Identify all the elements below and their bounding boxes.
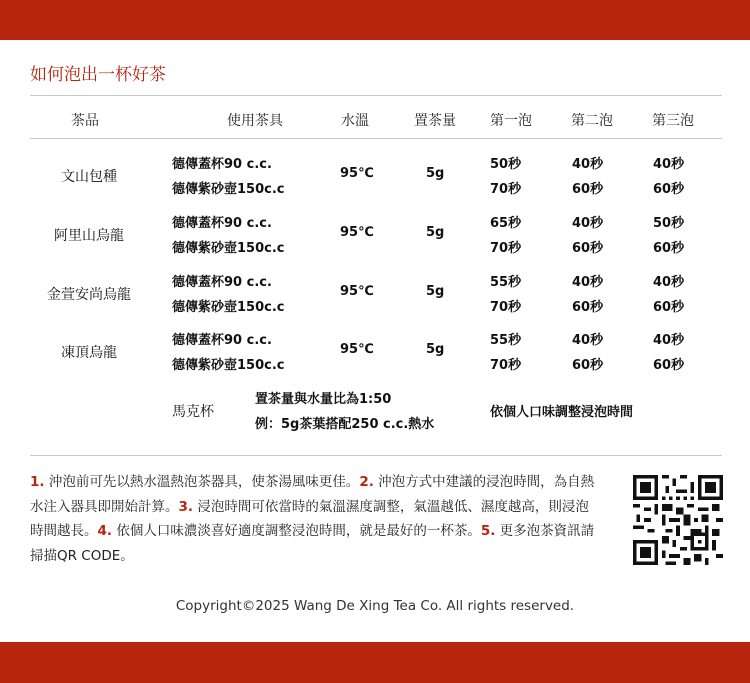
brew3-gaiwan: 40秒 bbox=[653, 157, 685, 172]
header-tea: 茶品 bbox=[71, 113, 99, 129]
header-bottom-rule bbox=[30, 138, 722, 139]
note-text: 浸泡時間可依當時的氣溫濕度調整，氣溫越低、濕度越高，則浸泡時間越長。 bbox=[30, 498, 589, 539]
brew2-teapot: 60秒 bbox=[572, 241, 604, 256]
brew1-teapot: 70秒 bbox=[490, 241, 522, 256]
brew3-gaiwan: 50秒 bbox=[653, 216, 685, 231]
table-top-rule bbox=[30, 95, 722, 96]
teaware-teapot: 德傳紫砂壺150c.c bbox=[172, 358, 285, 373]
note-text: 依個人口味濃淡喜好適度調整浸泡時間，就是最好的一杯茶。 bbox=[116, 523, 481, 539]
tea-name: 文山包種 bbox=[61, 169, 117, 185]
header-brew2: 第二泡 bbox=[571, 113, 613, 129]
brew2-teapot: 60秒 bbox=[572, 182, 604, 197]
teaware-gaiwan: 德傳蓋杯90 c.c. bbox=[172, 275, 272, 290]
teaware-gaiwan: 德傳蓋杯90 c.c. bbox=[172, 216, 272, 231]
brew3-teapot: 60秒 bbox=[653, 300, 685, 315]
header-temp: 水溫 bbox=[341, 113, 369, 129]
note-text: 沖泡前可先以熱水溫熱泡茶器具，使茶湯風味更佳。 bbox=[48, 474, 360, 490]
tea-amount: 5g bbox=[426, 284, 445, 299]
copyright: Copyright©2025 Wang De Xing Tea Co. All rights reserved. bbox=[175, 598, 575, 614]
qr-code[interactable] bbox=[633, 475, 723, 565]
tea-name: 凍頂烏龍 bbox=[61, 345, 117, 361]
table-bottom-rule bbox=[30, 455, 722, 456]
tea-name: 金萱安尚烏龍 bbox=[47, 287, 131, 303]
water-temp: 95℃ bbox=[340, 225, 374, 240]
note-text: 沖泡方式中建議的浸泡時間，為自熱水注入器具即開始計算。 bbox=[30, 474, 595, 515]
mug-ratio: 置茶量與水量比為1:50 bbox=[255, 392, 392, 407]
brewing-notes bbox=[30, 470, 600, 568]
brew3-gaiwan: 40秒 bbox=[653, 333, 685, 348]
mug-steep-note: 依個人口味調整浸泡時間 bbox=[490, 405, 634, 420]
teaware-teapot: 德傳紫砂壺150c.c bbox=[172, 300, 285, 315]
brew1-gaiwan: 55秒 bbox=[490, 275, 522, 290]
water-temp: 95℃ bbox=[340, 284, 374, 299]
header-ware: 使用茶具 bbox=[227, 113, 283, 129]
note-number: 2. bbox=[359, 474, 374, 490]
brew2-teapot: 60秒 bbox=[572, 358, 604, 373]
brew1-gaiwan: 65秒 bbox=[490, 216, 522, 231]
note-number: 4. bbox=[97, 523, 113, 539]
teaware-teapot: 德傳紫砂壺150c.c bbox=[172, 182, 285, 197]
teaware-gaiwan: 德傳蓋杯90 c.c. bbox=[172, 333, 272, 348]
tea-name: 阿里山烏龍 bbox=[54, 228, 124, 244]
brew3-teapot: 60秒 bbox=[653, 182, 685, 197]
brew2-gaiwan: 40秒 bbox=[572, 157, 604, 172]
brew2-teapot: 60秒 bbox=[572, 300, 604, 315]
tea-amount: 5g bbox=[426, 342, 445, 357]
note-text: 更多泡茶資訊請掃描QR CODE。 bbox=[30, 523, 595, 564]
brew1-teapot: 70秒 bbox=[490, 358, 522, 373]
mug-example: 例：5g茶葉搭配250 c.c.熱水 bbox=[255, 417, 435, 432]
tea-amount: 5g bbox=[426, 225, 445, 240]
brew1-gaiwan: 50秒 bbox=[490, 157, 522, 172]
teaware-teapot: 德傳紫砂壺150c.c bbox=[172, 241, 285, 256]
header-brew1: 第一泡 bbox=[490, 113, 532, 129]
brew1-gaiwan: 55秒 bbox=[490, 333, 522, 348]
brew3-teapot: 60秒 bbox=[653, 358, 685, 373]
note-number: 3. bbox=[178, 498, 194, 515]
header-amount: 置茶量 bbox=[414, 113, 456, 129]
brew1-teapot: 70秒 bbox=[490, 182, 522, 197]
brew2-gaiwan: 40秒 bbox=[572, 275, 604, 290]
teaware-gaiwan: 德傳蓋杯90 c.c. bbox=[172, 157, 272, 172]
water-temp: 95℃ bbox=[340, 342, 374, 357]
tea-amount: 5g bbox=[426, 166, 445, 181]
note-number: 5. bbox=[480, 523, 496, 539]
header-brew3: 第三泡 bbox=[652, 113, 694, 129]
page-title: 如何泡出一杯好茶 bbox=[30, 65, 166, 85]
brew1-teapot: 70秒 bbox=[490, 300, 522, 315]
brew2-gaiwan: 40秒 bbox=[572, 333, 604, 348]
note-number: 1. bbox=[30, 474, 45, 490]
bottom-banner bbox=[0, 642, 750, 683]
top-banner bbox=[0, 0, 750, 40]
mug-label: 馬克杯 bbox=[172, 404, 214, 420]
brew3-gaiwan: 40秒 bbox=[653, 275, 685, 290]
brew3-teapot: 60秒 bbox=[653, 241, 685, 256]
water-temp: 95℃ bbox=[340, 166, 374, 181]
brew2-gaiwan: 40秒 bbox=[572, 216, 604, 231]
